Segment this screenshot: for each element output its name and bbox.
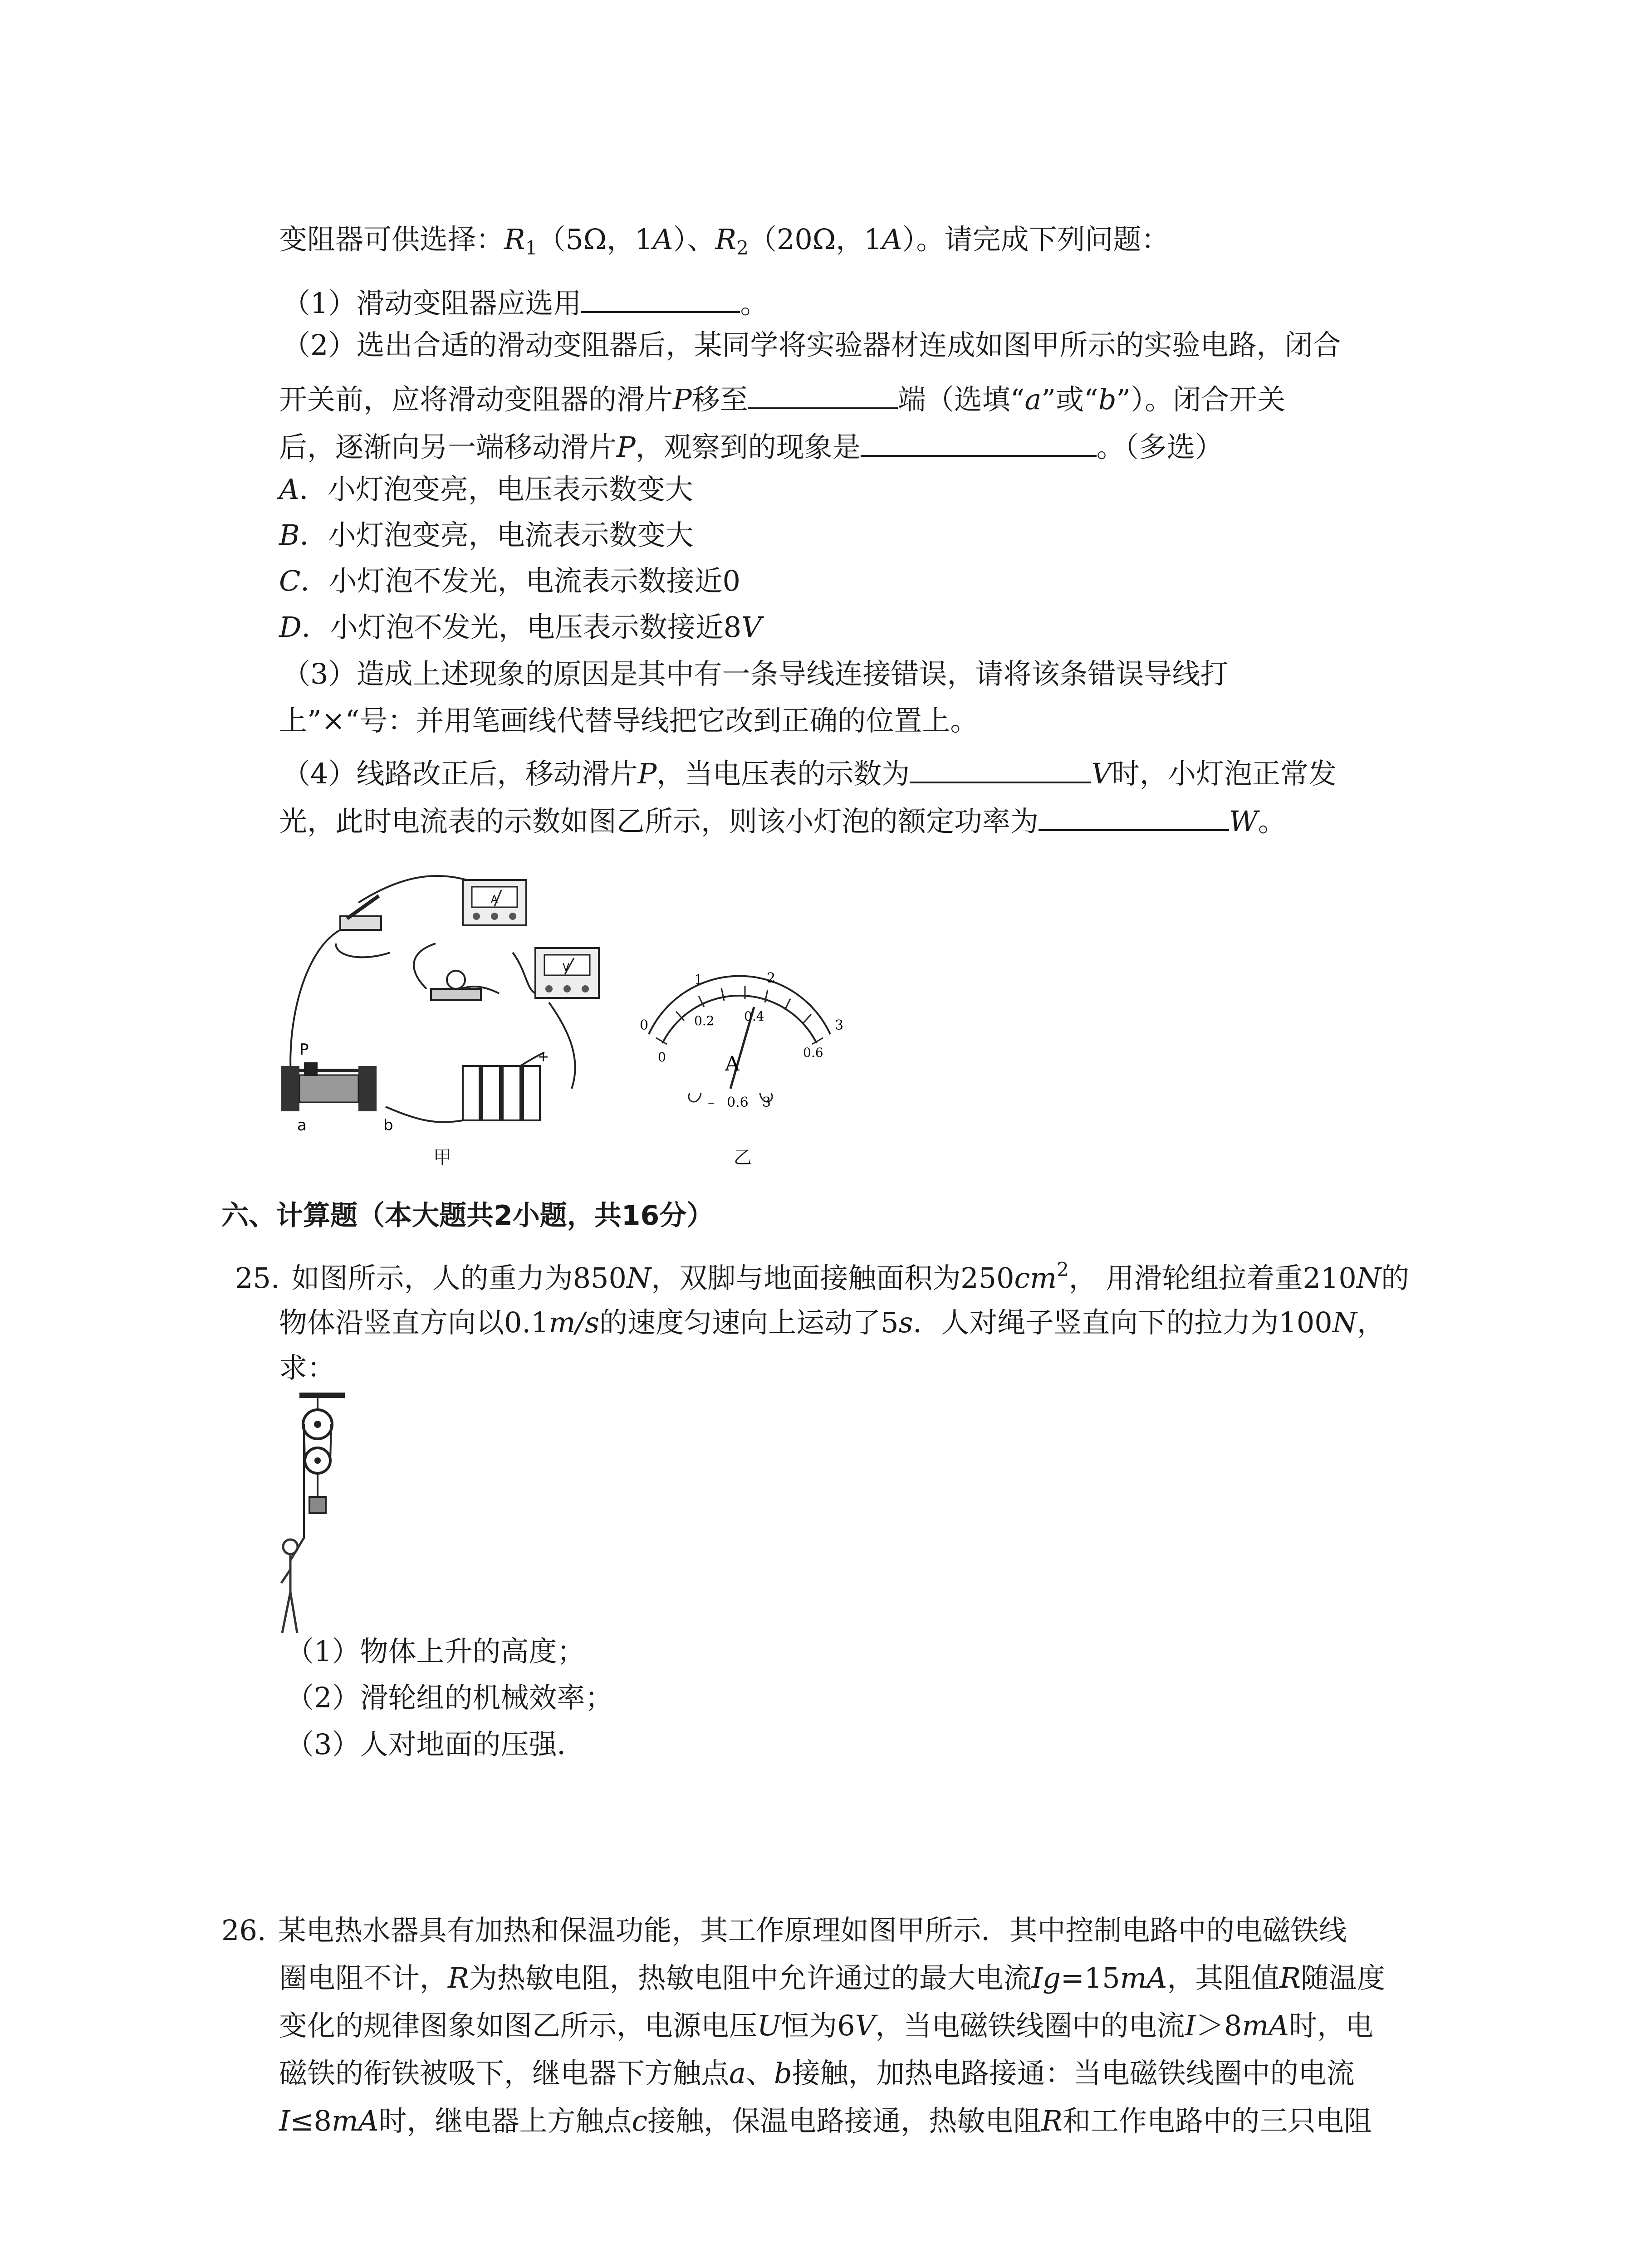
q25-line2: 物体沿竖直方向以0.1m/s的速度匀速向上运动了5s．人对绳子竖直向下的拉力为100N， bbox=[279, 1306, 1385, 1339]
q24-part2-line3: 后，逐渐向另一端移动滑片P，观察到的现象是 。（多选） bbox=[279, 429, 1223, 461]
choice-c: C．小灯泡不发光，电流表示数接近0 bbox=[279, 564, 740, 597]
svg-text:A: A bbox=[725, 1052, 740, 1075]
pulley-figure bbox=[272, 1388, 354, 1642]
rheostat bbox=[281, 1041, 393, 1134]
svg-text:P: P bbox=[299, 1041, 309, 1059]
q24-part1: （1）滑动变阻器应选用 。 bbox=[282, 285, 768, 318]
voltmeter bbox=[535, 948, 599, 998]
svg-text:0: 0 bbox=[658, 1050, 666, 1065]
person bbox=[281, 1538, 304, 1633]
section-title: 六、计算题（本大题共2小题，共16分） bbox=[221, 1200, 714, 1232]
figure-label-yi: 乙 bbox=[734, 1147, 752, 1168]
svg-text:–: – bbox=[708, 1095, 715, 1110]
q25-line3: 求： bbox=[279, 1351, 336, 1384]
svg-text:0.6: 0.6 bbox=[727, 1095, 749, 1110]
circuit-figure bbox=[272, 853, 617, 1134]
choice-a: A．小灯泡变亮，电压表示数变大 bbox=[279, 473, 693, 506]
ammeter-dial-figure bbox=[622, 957, 857, 1120]
svg-text:A: A bbox=[491, 894, 498, 905]
load-block bbox=[309, 1497, 326, 1513]
choice-d: D．小灯泡不发光，电压表示数接近8V bbox=[279, 611, 762, 644]
battery bbox=[463, 1049, 549, 1120]
q26-line5: I≤8mA时，继电器上方触点c接触，保温电路接通，热敏电阻R和工作电路中的三只电阻 bbox=[279, 2104, 1372, 2137]
svg-text:0.2: 0.2 bbox=[694, 1013, 715, 1028]
q25-sub3: （3）人对地面的压强． bbox=[286, 1728, 585, 1761]
svg-text:+: + bbox=[538, 1049, 549, 1065]
question-number: 26. bbox=[221, 1914, 266, 1947]
q24-part3-line2: 上”×“号：并用笔画线代替导线把它改到正确的位置上。 bbox=[279, 704, 979, 737]
svg-text:2: 2 bbox=[767, 970, 776, 986]
q24-part3-line1: （3）造成上述现象的原因是其中有一条导线连接错误，请将该条错误导线打 bbox=[282, 657, 1229, 690]
q26-line4: 磁铁的衔铁被吸下，继电器下方触点a、b接触，加热电路接通：当电磁铁线圈中的电流 bbox=[279, 2057, 1355, 2090]
ammeter bbox=[463, 880, 526, 925]
q24-part4-line2: 光，此时电流表的示数如图乙所示，则该小灯泡的额定功率为 W。 bbox=[279, 803, 1286, 836]
answer-blank-5[interactable] bbox=[1038, 803, 1229, 831]
dial-arc-outer bbox=[649, 976, 830, 1034]
svg-text:V: V bbox=[563, 962, 570, 973]
answer-blank-4[interactable] bbox=[910, 755, 1091, 783]
answer-blank-2[interactable] bbox=[748, 381, 898, 409]
svg-text:b: b bbox=[383, 1116, 393, 1134]
q24-part2-line1: （2）选出合适的滑动变阻器后，某同学将实验器材连成如图甲所示的实验电路，闭合 bbox=[282, 328, 1341, 362]
q24-part2-line2: 开关前，应将滑动变阻器的滑片P移至 端（选填“a”或“b”）。闭合开关 bbox=[279, 381, 1285, 414]
q25-line1: 25. 如图所示，人的重力为850N，双脚与地面接触面积为$250cm^2$， 用滑轮组拉着重210N的 bbox=[235, 1258, 1410, 1295]
svg-text:0.6: 0.6 bbox=[803, 1045, 823, 1060]
answer-blank-3[interactable] bbox=[861, 429, 1097, 457]
question-number: 25. bbox=[235, 1261, 280, 1295]
svg-text:1: 1 bbox=[694, 972, 703, 988]
choice-b: B．小灯泡变亮，电流表示数变大 bbox=[279, 518, 694, 552]
q26-line2: 圈电阻不计，R为热敏电阻，热敏电阻中允许通过的最大电流Ig=15mA，其阻值R随温度 bbox=[279, 1961, 1386, 1994]
svg-text:0.4: 0.4 bbox=[744, 1009, 764, 1024]
svg-text:0: 0 bbox=[640, 1017, 649, 1033]
svg-text:3: 3 bbox=[835, 1017, 844, 1033]
q26-line3: 变化的规律图象如图乙所示，电源电压U恒为6V，当电磁铁线圈中的电流I＞8mA时，电 bbox=[279, 2009, 1374, 2042]
q25-sub1: （1）物体上升的高度； bbox=[286, 1635, 585, 1668]
bulb bbox=[431, 971, 481, 1000]
answer-blank-1[interactable] bbox=[581, 285, 740, 313]
svg-text:a: a bbox=[297, 1116, 307, 1134]
svg-text:3: 3 bbox=[762, 1095, 771, 1110]
figure-label-jia: 甲 bbox=[433, 1147, 451, 1168]
q24-intro: 变阻器可供选择：$R_1(5\Omega$，1A）、$R_2(20\Omega$，1A）。请完成下列问题： bbox=[279, 223, 1170, 259]
dial-arc-inner bbox=[662, 996, 817, 1043]
q26-line1: 26. 某电热水器具有加热和保温功能，其工作原理如图甲所示．其中控制电路中的电磁铁线 bbox=[221, 1914, 1347, 1947]
q25-sub2: （2）滑轮组的机械效率； bbox=[286, 1681, 613, 1714]
q24-part4-line1: （4）线路改正后，移动滑片P，当电压表的示数为 V时，小灯泡正常发 bbox=[282, 755, 1337, 788]
